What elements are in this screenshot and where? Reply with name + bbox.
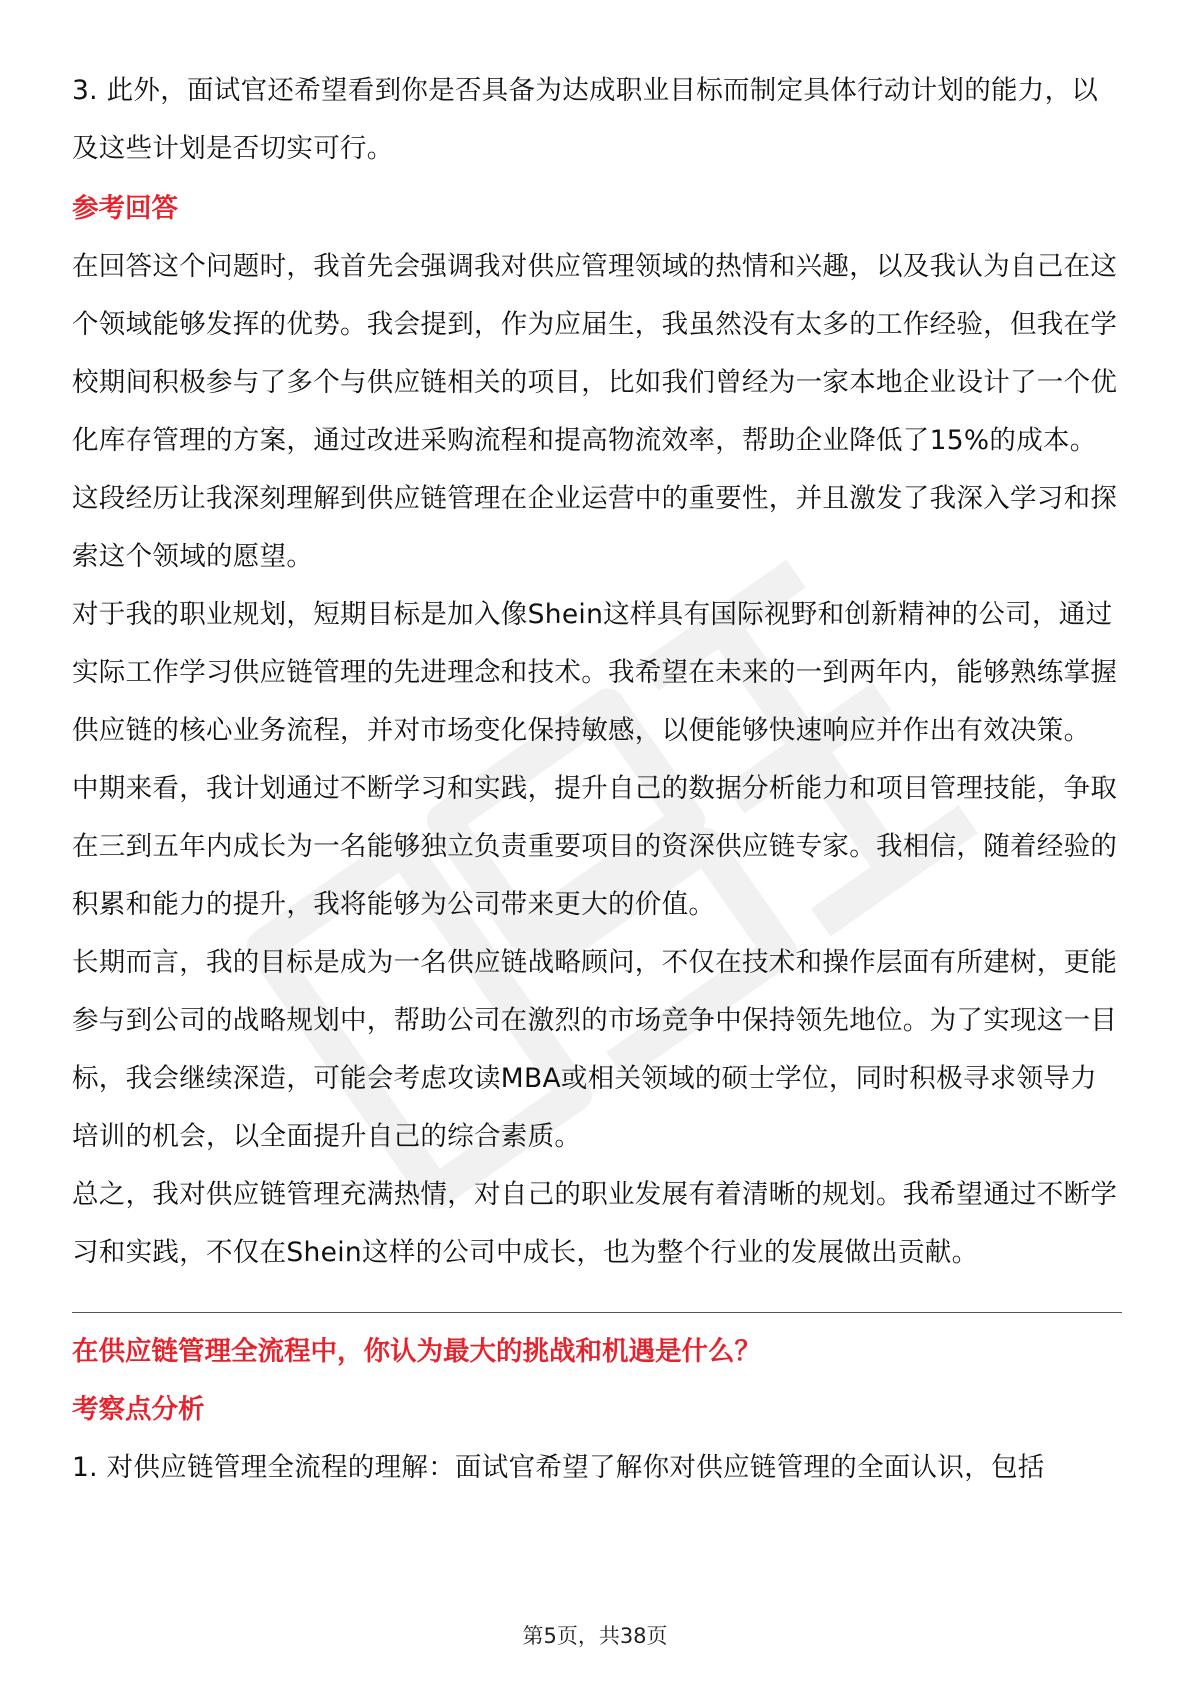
answer-paragraph-5: 总之，我对供应链管理充满热情，对自己的职业发展有着清晰的规划。我希望通过不断学习和实践，不仅在Shein这样的公司中成长，也为整个行业的发展做出贡献。 [72,1179,1118,1268]
analysis-heading: 考察点分析 [72,1394,205,1425]
answer-paragraph-2: 对于我的职业规划，短期目标是加入像Shein这样具有国际视野和创新精神的公司，通过实际工作学习供应链管理的先进理念和技术。我希望在未来的一到两年内，能够熟练掌握供应链的核心业务流程，并对市场变化保持敏感，以便能够快速响应并作出有效决策。 [72,599,1118,746]
main-content [72,62,1122,1497]
answer-paragraph-1: 在回答这个问题时，我首先会强调我对供应管理领域的热情和兴趣，以及我认为自己在这个领域能够发挥的优势。我会提到，作为应届生，我虽然没有太多的工作经验，但我在学校期间积极参与了多个与供应链相关的项目，比如我们曾经为一家本地企业设计了一个优化库存管理的方案，通过改进采购流程和提高物流效率，帮助企业降低了15%的成本。这段经历让我深刻理解到供应链管理在企业运营中的重要性，并且激发了我深入学习和探索这个领域的愿望。 [72,251,1118,572]
analysis-point-1: 1. 对供应链管理全流程的理解：面试官希望了解你对供应链管理的全面认识，包括 [72,1452,1045,1483]
answer-heading: 参考回答 [72,193,178,224]
analysis-point-3: 3. 此外，面试官还希望看到你是否具备为达成职业目标而制定具体行动计划的能力，以及这些计划是否切实可行。 [72,75,1099,164]
answer-paragraph-4: 长期而言，我的目标是成为一名供应链战略顾问，不仅在技术和操作层面有所建树，更能参与到公司的战略规划中，帮助公司在激烈的市场竞争中保持领先地位。为了实现这一目标，我会继续深造，可能会考虑攻读MBA或相关领域的硕士学位，同时积极寻求领导力培训的机会，以全面提升自己的综合素质。 [72,947,1118,1152]
question-title: 在供应链管理全流程中，你认为最大的挑战和机遇是什么？ [72,1336,761,1367]
answer-paragraph-3: 中期来看，我计划通过不断学习和实践，提升自己的数据分析能力和项目管理技能，争取在三到五年内成长为一名能够独立负责重要项目的资深供应链专家。我相信，随着经验的积累和能力的提升，我将能够为公司带来更大的价值。 [72,773,1118,920]
page-number: 第5页，共38页 [522,1624,668,1648]
section-divider [72,1312,1122,1313]
